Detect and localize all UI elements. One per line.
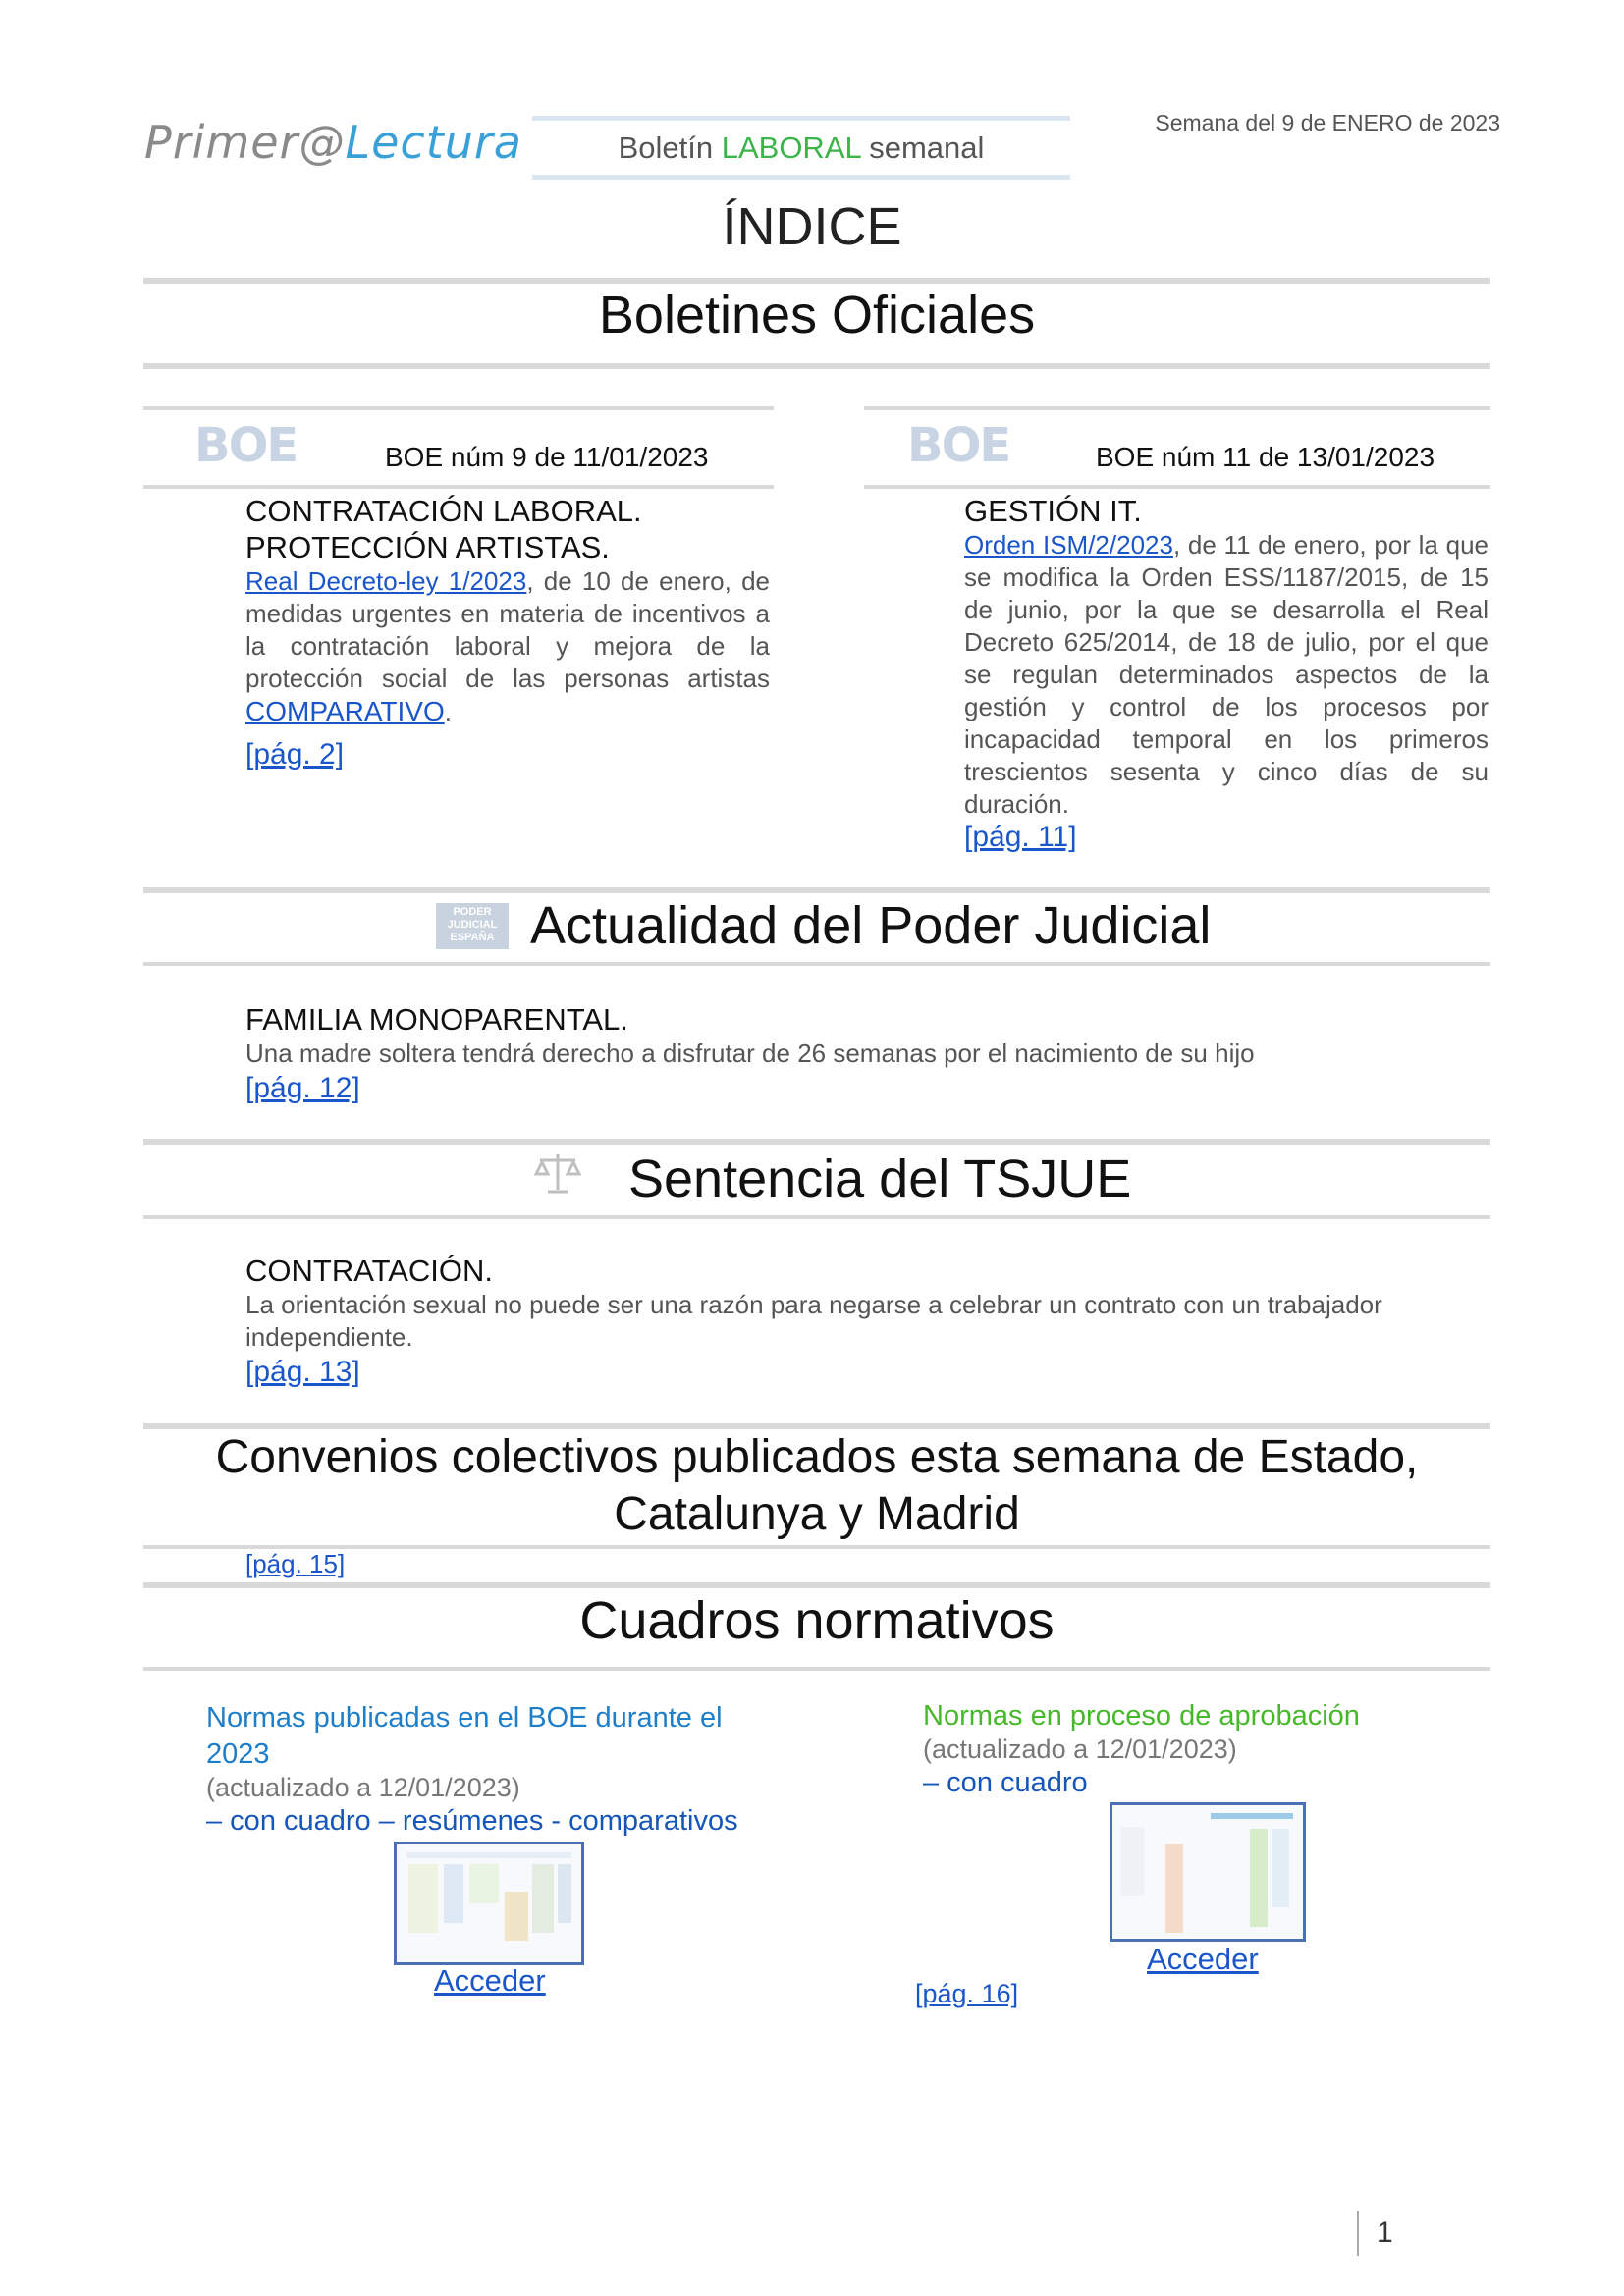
- divider: [143, 1215, 1490, 1219]
- divider: [143, 485, 774, 489]
- real-decreto-link[interactable]: Real Decreto-ley 1/2023: [245, 566, 527, 596]
- boe-number: BOE núm 11 de 13/01/2023: [1096, 442, 1435, 472]
- page-link[interactable]: [pág. 11]: [964, 821, 1077, 853]
- scales-icon: [534, 1150, 581, 1196]
- boe-header-left: [143, 410, 774, 485]
- item-body: Orden ISM/2/2023, de 11 de enero, por la que se modifica la Orden ESS/1187/2015, de 15 de junio, por la que se desarrolla el Real Decreto 625/2014, de 18 de julio, por el que se regulan determinados aspectos de la gestión y control de los procesos por incapacidad temporal en los primeros trescientos sesenta y cinco días de su duración.: [964, 530, 1489, 819]
- page-link[interactable]: [pág. 16]: [915, 1979, 1019, 2008]
- boe-logo-icon: BOE: [194, 418, 298, 473]
- item-title: CONTRATACIÓN.: [245, 1254, 494, 1288]
- tsjue-item: [245, 1253, 1492, 1389]
- divider: [143, 278, 1490, 284]
- divider: [143, 887, 1490, 893]
- acceder-link[interactable]: Acceder: [1147, 1942, 1259, 1976]
- item-body: La orientación sexual no puede ser una razón para negarse a celebrar un contrato con un trabajador independiente.: [245, 1290, 1382, 1352]
- page-link[interactable]: [pág. 2]: [245, 738, 345, 771]
- cuadro-links[interactable]: – con cuadro – resúmenes - comparativos: [206, 1805, 738, 1837]
- page-link[interactable]: [pág. 15]: [245, 1549, 346, 1578]
- brand-logo: Primer@Lectura: [144, 116, 522, 169]
- updated-date: (actualizado a 12/01/2023): [923, 1735, 1237, 1764]
- section-title-convenios: Convenios colectivos publicados esta semana de Estado, Catalunya y Madrid: [215, 1431, 1419, 1540]
- page-link[interactable]: [pág. 12]: [245, 1072, 360, 1104]
- updated-date: (actualizado a 12/01/2023): [206, 1773, 520, 1802]
- cuadro-thumbnail[interactable]: [1110, 1802, 1306, 1942]
- judicial-item: [245, 1001, 1492, 1105]
- boe-item-left: [245, 493, 770, 772]
- cuadro-left: [206, 1700, 756, 1840]
- poder-judicial-logo-icon: PODER JUDICIAL ESPAÑA: [436, 903, 509, 949]
- item-body: Real Decreto-ley 1/2023, de 10 de enero, de medidas urgentes en materia de incentivos a la contratación laboral y mejora de la protección social de las personas artistas COMPARATIVO.: [245, 566, 770, 726]
- page-number: 1: [1357, 2211, 1393, 2256]
- divider: [143, 363, 1490, 369]
- divider: [143, 1667, 1490, 1671]
- divider: [864, 485, 1490, 489]
- page-link[interactable]: [pág. 13]: [245, 1356, 360, 1388]
- item-body: Una madre soltera tendrá derecho a disfrutar de 26 semanas por el nacimiento de su hijo: [245, 1039, 1255, 1068]
- boe-header-right: [864, 410, 1490, 485]
- section-title-boletines: Boletines Oficiales: [598, 286, 1036, 345]
- week-date: Semana del 9 de ENERO de 2023: [1155, 110, 1500, 135]
- cuadro-title: 2023: [206, 1738, 270, 1770]
- item-title: PROTECCIÓN ARTISTAS.: [245, 530, 610, 564]
- orden-link[interactable]: Orden ISM/2/2023: [964, 530, 1173, 560]
- bulletin-title: Boletín LABORAL semanal: [532, 116, 1070, 180]
- section-title-tsjue: Sentencia del TSJUE: [628, 1149, 1132, 1208]
- divider: [143, 1582, 1490, 1588]
- section-title-cuadros: Cuadros normativos: [579, 1591, 1055, 1650]
- acceder-link[interactable]: Acceder: [434, 1963, 546, 1998]
- comparativo-link[interactable]: COMPARATIVO: [245, 696, 445, 726]
- cuadro-title: Normas publicadas en el BOE durante el: [206, 1702, 723, 1734]
- index-title: ÍNDICE: [722, 197, 902, 256]
- item-title: GESTIÓN IT.: [964, 494, 1142, 528]
- divider: [143, 962, 1490, 966]
- cuadro-thumbnail[interactable]: [394, 1842, 584, 1965]
- boe-logo-icon: BOE: [907, 418, 1010, 473]
- cuadro-links[interactable]: – con cuadro: [923, 1767, 1088, 1798]
- divider: [143, 1545, 1490, 1549]
- cuadro-title: Normas en proceso de aprobación: [923, 1700, 1360, 1732]
- section-title-judicial: Actualidad del Poder Judicial: [530, 896, 1212, 955]
- boe-number: BOE núm 9 de 11/01/2023: [385, 442, 709, 472]
- cuadro-right: [923, 1698, 1473, 1801]
- item-title: CONTRATACIÓN LABORAL.: [245, 494, 642, 528]
- boe-item-right: [964, 493, 1489, 854]
- item-title: FAMILIA MONOPARENTAL.: [245, 1002, 628, 1037]
- divider: [143, 1139, 1490, 1145]
